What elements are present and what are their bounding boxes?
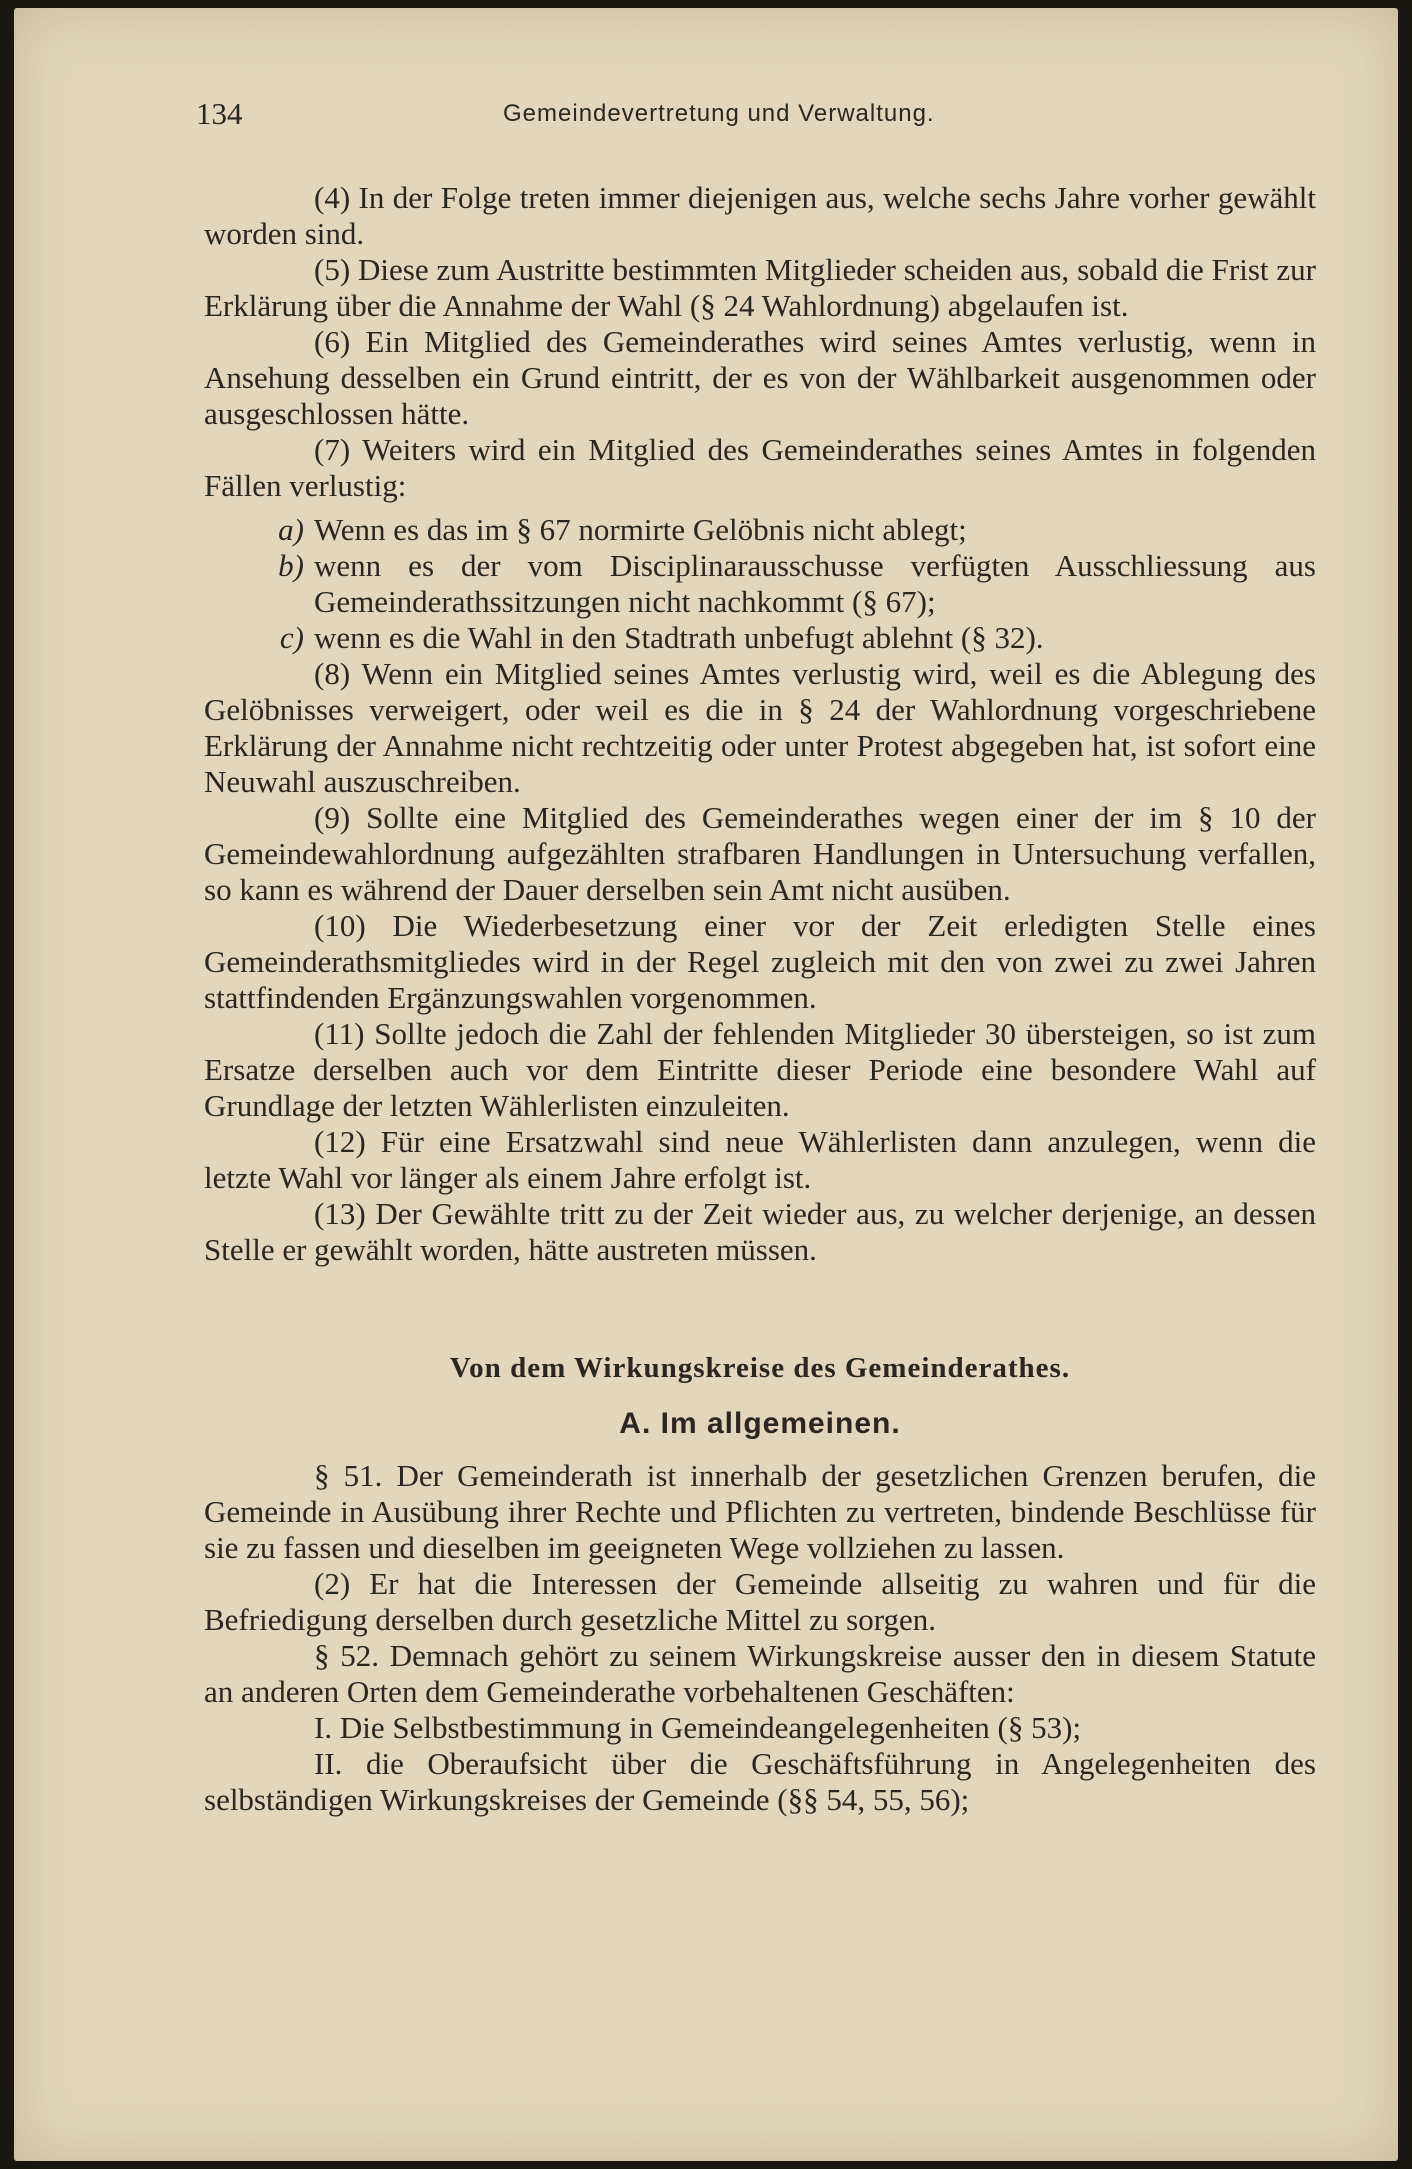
paragraph: § 51. Der Gemeinderath ist innerhalb der gesetzlichen Grenzen berufen, die Gemeinde in Ausübung ihrer Rechte und Pflichten zu vertreten, bindende Beschlüsse für sie zu fassen und dieselben im geeigneten Wege vollziehen zu lassen. [204,1458,1316,1565]
list-item-label: c) [279,620,304,655]
paragraph: (12) Für eine Ersatzwahl sind neue Wählerlisten dann anzulegen, wenn die letzte Wahl vor länger als einem Jahre erfolgt ist. [204,1124,1316,1195]
section-heading: Von dem Wirkungskreise des Gemeinderathes. [449,1352,1071,1384]
paragraph: (6) Ein Mitglied des Gemeinderathes wird seines Amtes verlustig, wenn in Ansehung desselben ein Grund eintritt, der es von der Wählbarkeit ausgenommen oder ausgeschlossen hätte. [204,324,1316,431]
list-item-label: a) [278,512,304,547]
list-item-text: wenn es die Wahl in den Stadtrath unbefugt ablehnt (§ 32). [314,620,1044,655]
running-title: Gemeindevertretung und Verwaltung. [503,100,935,127]
list-item-text: wenn es der vom Disciplinarausschusse verfügten Ausschliessung aus Gemeinderathssitzungen nicht nachkommt (§ 67); [314,548,1316,619]
list-item-text: Wenn es das im § 67 normirte Gelöbnis nicht ablegt; [314,512,967,547]
roman-list-item: II. die Oberaufsicht über die Geschäftsführung in Angelegenheiten des selbständigen Wirkungskreises der Gemeinde (§§ 54, 55, 56); [204,1746,1316,1817]
list-item [204,512,1316,548]
paragraph: (4) In der Folge treten immer diejenigen aus, welche sechs Jahre vorher gewählt worden sind. [204,180,1316,251]
list-item [204,620,1316,656]
list-item-label: b) [278,548,304,583]
paragraph: (8) Wenn ein Mitglied seines Amtes verlustig wird, weil es die Ablegung des Gelöbnisses verweigert, oder weil es die in § 24 der Wahlordnung vorgeschriebene Erklärung der Annahme nicht rechtzeitig oder unter Protest abgegeben hat, ist sofort eine Neuwahl auszuschreiben. [204,656,1316,799]
paragraph: (9) Sollte eine Mitglied des Gemeinderathes wegen einer der im § 10 der Gemeindewahlordnung aufgezählten strafbaren Handlungen in Untersuchung verfallen, so kann es während der Dauer derselben sein Amt nicht ausüben. [204,800,1316,907]
subsection-heading: A. Im allgemeinen. [619,1407,901,1440]
page-number: 134 [196,96,243,131]
paragraph: (5) Diese zum Austritte bestimmten Mitglieder scheiden aus, sobald die Frist zur Erklärung über die Annahme der Wahl (§ 24 Wahlordnung) abgelaufen ist. [204,252,1316,323]
paragraph: (10) Die Wiederbesetzung einer vor der Zeit erledigten Stelle eines Gemeinderathsmitgliedes wird in der Regel zugleich mit den von zwei zu zwei Jahren stattfindenden Ergänzungswahlen vorgenommen. [204,908,1316,1015]
paragraph: (11) Sollte jedoch die Zahl der fehlenden Mitglieder 30 übersteigen, so ist zum Ersatze derselben auch vor dem Eintritte dieser Periode eine besondere Wahl auf Grundlage der letzten Wählerlisten einzuleiten. [204,1016,1316,1123]
enumerated-list [204,512,1316,656]
roman-list-item: I. Die Selbstbestimmung in Gemeindeangelegenheiten (§ 53); [314,1710,1082,1745]
paragraph: (13) Der Gewählte tritt zu der Zeit wieder aus, zu welcher derjenige, an dessen Stelle er gewählt worden, hätte austreten müssen. [204,1196,1316,1267]
page-body [204,180,1316,1818]
page-header [14,96,1398,136]
paragraph: (7) Weiters wird ein Mitglied des Gemeinderathes seines Amtes in folgenden Fällen verlustig: [204,432,1316,503]
book-page [14,8,1398,2161]
paragraph: (2) Er hat die Interessen der Gemeinde allseitig zu wahren und für die Befriedigung derselben durch gesetzliche Mittel zu sorgen. [204,1566,1316,1637]
paragraph: § 52. Demnach gehört zu seinem Wirkungskreise ausser den in diesem Statute an anderen Orten dem Gemeinderathe vorbehaltenen Geschäften: [204,1638,1316,1709]
list-item [204,548,1316,620]
